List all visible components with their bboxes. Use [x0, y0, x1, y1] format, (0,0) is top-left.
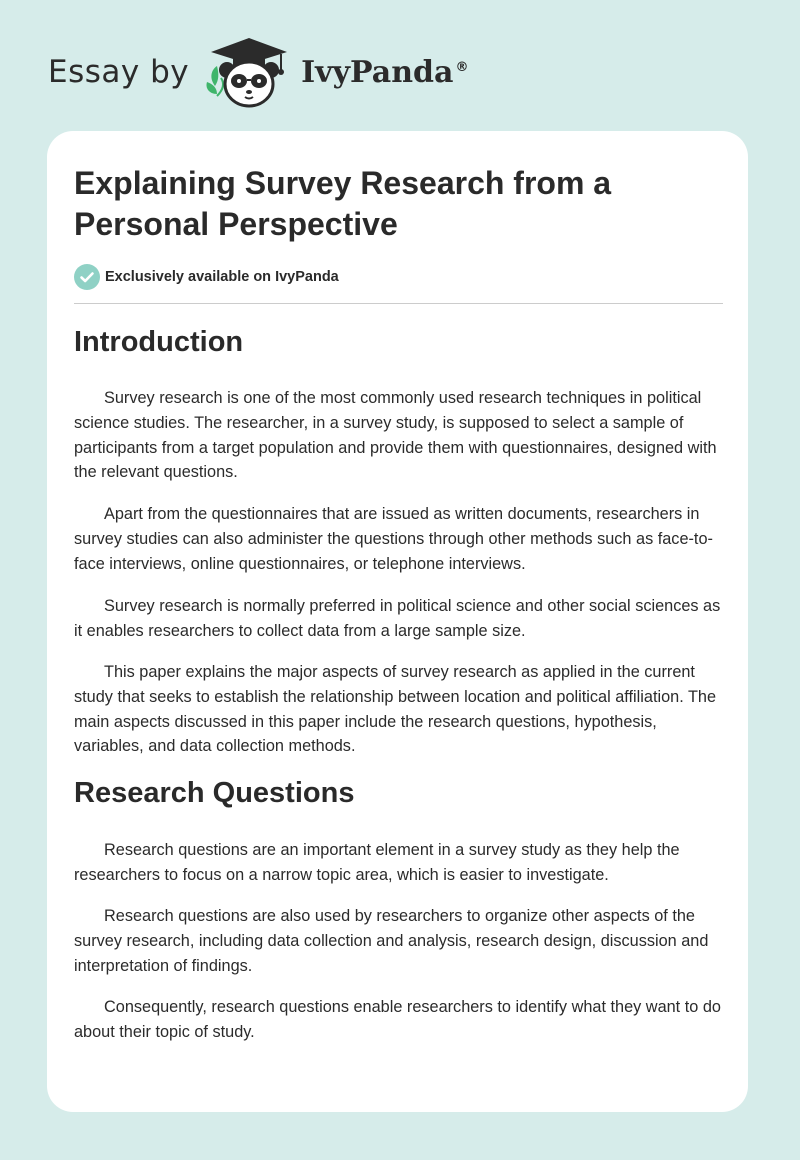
section-heading-introduction: Introduction [74, 326, 244, 358]
brand-name[interactable]: IvyPanda ® [301, 54, 469, 90]
paragraph: Apart from the questionnaires that are issued as written documents, researchers in survey studies can also administer the questions through other methods such as face-to-face interviews, online questionnaires, or telephone interviews. [74, 505, 713, 573]
divider [74, 303, 723, 304]
paragraph: Research questions are also used by researchers to organize other aspects of the survey research, including data collection and analysis, research design, discussion and interpretation of findings. [74, 907, 709, 975]
page-title: Explaining Survey Research from a Personal Perspective [74, 165, 612, 242]
paragraph: Research questions are an important element in a survey study as they help the researchers to focus on a narrow topic area, which is easier to investigate. [74, 841, 680, 884]
exclusive-badge [74, 264, 339, 290]
panda-graduate-icon[interactable] [201, 34, 297, 110]
brand-prefix: Essay by [48, 54, 190, 90]
section-heading-research-questions: Research Questions [74, 777, 355, 809]
paragraph: Survey research is one of the most commonly used research techniques in political science studies. The researcher, in a survey study, is supposed to select a sample of participants from a target population and provide them with questionnaires, designed with the relevant questions. [74, 389, 717, 482]
paragraph: This paper explains the major aspects of survey research as applied in the current study that seeks to establish the relationship between location and political affiliation. The main aspects discussed in this paper include the research questions, hypothesis, variables, and data collection methods. [74, 663, 717, 756]
check-circle-icon [74, 264, 100, 290]
badge-text: Exclusively available on IvyPanda [105, 269, 339, 285]
paragraph: Consequently, research questions enable researchers to identify what they want to do about their topic of study. [74, 998, 721, 1041]
site-header [48, 30, 468, 114]
registered-mark: ® [455, 59, 469, 75]
paragraph: Survey research is normally preferred in political science and other social sciences as it enables researchers to collect data from a large sample size. [74, 597, 721, 640]
essay-card [47, 131, 748, 1112]
